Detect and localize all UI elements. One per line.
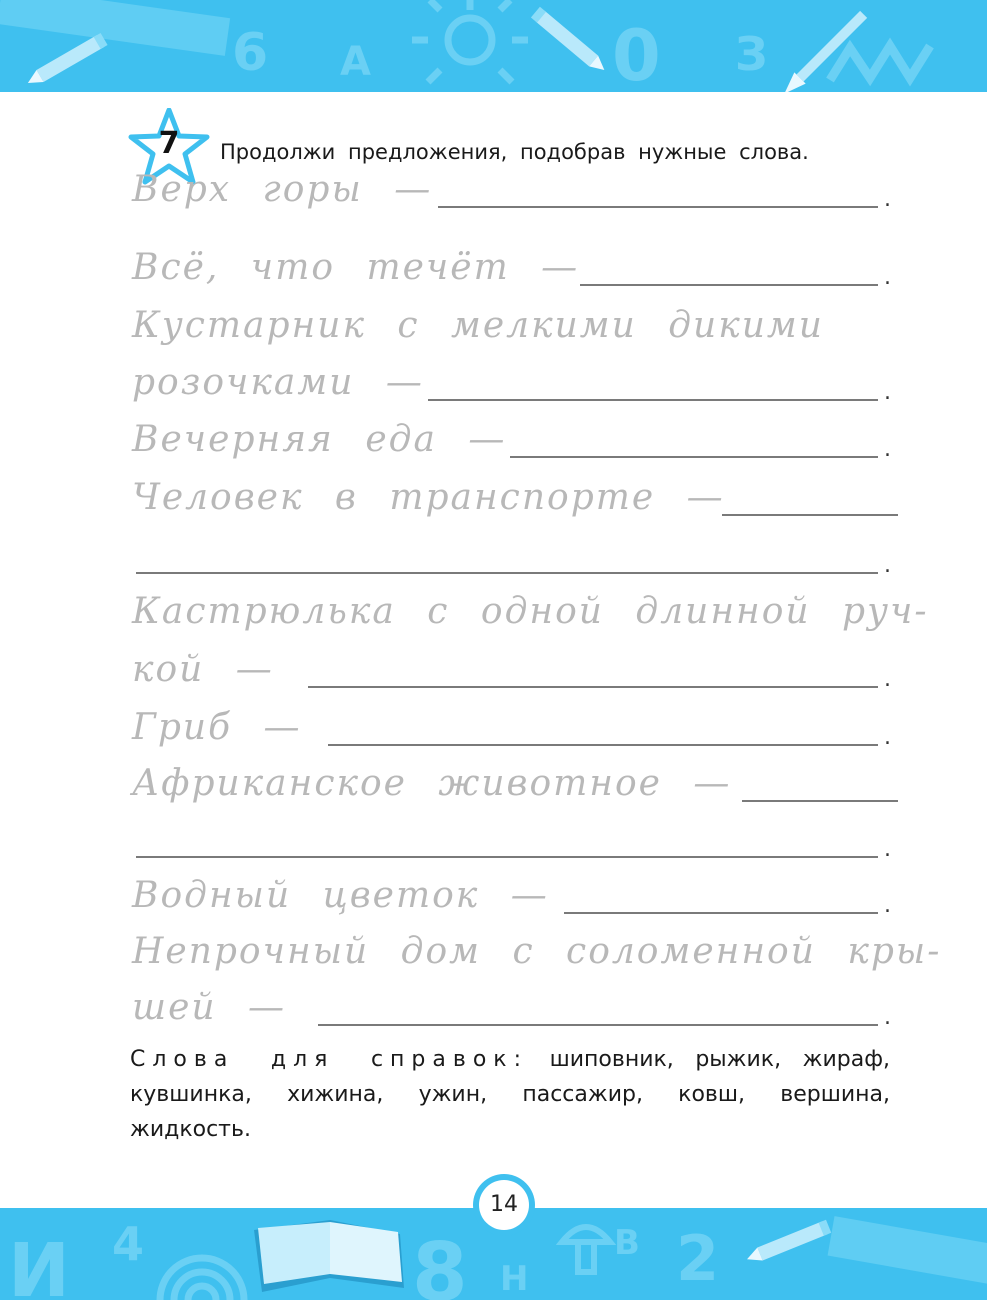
line-text: Водный цветок — <box>132 875 549 916</box>
task-instruction: Продолжи предложения, подобрав нужные слова. <box>220 140 809 164</box>
rainbow-icon <box>160 1258 244 1300</box>
exercise-line <box>128 240 898 298</box>
answer-blank[interactable] <box>438 206 878 208</box>
decor-glyph: 2 <box>676 1222 720 1295</box>
exercise-line <box>128 528 898 586</box>
answer-blank[interactable] <box>136 856 878 858</box>
exercise-line <box>128 162 898 220</box>
decor-glyph: 4 <box>112 1217 145 1271</box>
line-text: Кастрюлька с одной длинной руч- <box>132 591 929 632</box>
page-number: 14 <box>479 1180 529 1230</box>
exercise-line <box>128 980 898 1038</box>
exercise-line <box>128 355 898 413</box>
open-book-icon <box>254 1220 404 1292</box>
decor-glyph: И <box>8 1228 70 1300</box>
line-period: . <box>884 187 891 212</box>
line-period: . <box>884 437 891 462</box>
line-period: . <box>884 1005 891 1030</box>
exercise-line <box>128 812 898 870</box>
exercise-line <box>128 642 898 700</box>
line-period: . <box>884 265 891 290</box>
line-period: . <box>884 725 891 750</box>
answer-blank[interactable] <box>510 456 878 458</box>
decor-glyph: В <box>614 1223 640 1263</box>
line-period: . <box>884 380 891 405</box>
reference-words <box>130 1042 890 1147</box>
line-text: Вечерняя еда — <box>132 419 507 460</box>
decor-glyph: Н <box>500 1259 529 1299</box>
decor-glyph: З <box>735 27 768 81</box>
line-text: Всё, что течёт — <box>132 247 580 288</box>
ruler-icon <box>828 1216 987 1287</box>
decor-glyph: 0 <box>612 15 661 92</box>
line-text: кой — <box>132 649 274 690</box>
line-text: Непрочный дом с соломенной кры- <box>132 931 942 972</box>
exercise-line <box>128 756 898 814</box>
page-number-badge <box>473 1174 535 1236</box>
decor-glyph: А <box>340 39 371 85</box>
line-text: шей — <box>132 987 287 1028</box>
line-text: розочками — <box>132 362 424 403</box>
decor-glyph: 8 <box>412 1226 468 1300</box>
line-text: Африканское животное — <box>132 763 732 804</box>
answer-blank[interactable] <box>328 744 878 746</box>
exercise-line <box>128 924 942 982</box>
answer-blank[interactable] <box>318 1024 878 1026</box>
line-period: . <box>884 893 891 918</box>
line-period: . <box>884 837 891 862</box>
answer-blank[interactable] <box>308 686 878 688</box>
reference-label: Слова для справок: <box>130 1047 529 1072</box>
answer-blank[interactable] <box>580 284 878 286</box>
exercise-line <box>128 700 898 758</box>
decor-glyph: 6 <box>232 23 269 83</box>
answer-blank[interactable] <box>722 514 898 516</box>
exercise-line <box>128 412 898 470</box>
line-text: Кустарник с мелкими дикими <box>132 305 824 346</box>
line-text: Гриб — <box>132 707 302 748</box>
exercise-line <box>128 298 898 356</box>
line-period: . <box>884 553 891 578</box>
mushroom-icon <box>562 1227 610 1272</box>
line-period: . <box>884 667 891 692</box>
exercise-line <box>128 584 929 642</box>
reference-list: шиповник, рыжик, жираф, кувшинка, хижина, ужин, пассажир, ковш, вершина, жидкость. <box>130 1047 890 1142</box>
task-number: 7 <box>158 126 180 161</box>
line-text: Верх горы — <box>132 169 433 210</box>
exercise-line <box>128 868 898 926</box>
line-text: Человек в транспорте — <box>132 477 725 518</box>
pencil-icon <box>744 1220 831 1266</box>
exercise-line <box>128 470 898 528</box>
answer-blank[interactable] <box>742 800 898 802</box>
answer-blank[interactable] <box>428 399 878 401</box>
answer-blank[interactable] <box>136 572 878 574</box>
answer-blank[interactable] <box>564 912 878 914</box>
